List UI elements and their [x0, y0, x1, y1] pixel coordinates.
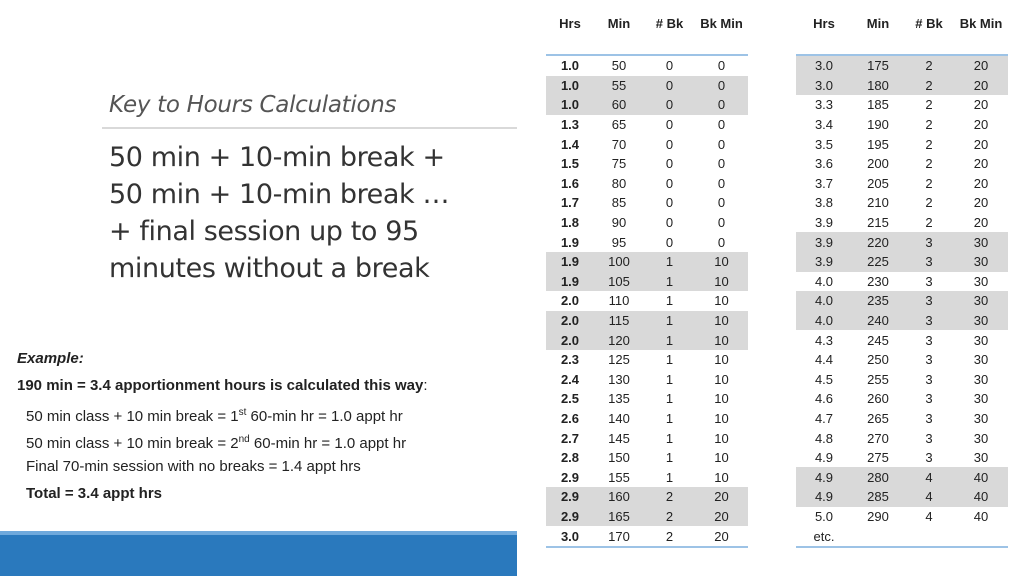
cell-min: 180 [852, 76, 904, 96]
cell-hrs: 4.0 [814, 273, 834, 289]
cell-break-min: 30 [954, 252, 1008, 272]
table-row [796, 115, 1008, 135]
cell-break-min: 10 [695, 311, 748, 331]
table-row [546, 448, 748, 468]
cell-min: 290 [867, 508, 889, 524]
table-row [796, 76, 1008, 96]
cell-num-breaks [904, 526, 954, 547]
cell-min: 260 [867, 391, 889, 407]
cell-num-breaks: 0 [665, 195, 674, 211]
cell-num-breaks: 3 [925, 352, 933, 368]
cell-hrs: 1.9 [560, 234, 580, 250]
example-lead [17, 375, 512, 402]
cell-hrs: 1.7 [560, 195, 580, 211]
cell-min: 265 [867, 410, 889, 426]
table-row [796, 350, 1008, 370]
cell-hrs: 4.4 [814, 352, 834, 368]
cell-min: 195 [867, 136, 889, 152]
table-row [546, 154, 748, 174]
cell-min: 95 [611, 234, 627, 250]
cell-hrs: 1.4 [560, 136, 580, 152]
cell-hrs: 1.6 [560, 175, 580, 191]
explanation-line: 50 min + 10-min break … [109, 179, 450, 210]
cell-min: 125 [608, 352, 630, 368]
cell-break-min: 40 [973, 508, 989, 524]
cell-break-min: 30 [973, 371, 989, 387]
example-step-1 [17, 402, 512, 429]
cell-hrs: 2.9 [546, 507, 594, 527]
explanation-line: 50 min + 10-min break + [109, 142, 445, 173]
cell-num-breaks: 3 [904, 232, 954, 252]
cell-num-breaks: 2 [925, 175, 933, 191]
cell-break-min: 20 [973, 117, 989, 133]
cell-min: 170 [608, 528, 630, 544]
example-step-2-text: 50 min class + 10 min break = 2 [26, 435, 239, 452]
cell-hrs: 1.8 [560, 215, 580, 231]
table-row [546, 193, 748, 213]
cell-break-min [954, 526, 1008, 547]
cell-min: 205 [867, 175, 889, 191]
cell-min: 220 [852, 232, 904, 252]
cell-min: 155 [608, 469, 630, 485]
cell-num-breaks: 3 [925, 371, 933, 387]
table-row [796, 526, 1008, 547]
cell-hrs: 4.3 [814, 332, 834, 348]
table-header-row [796, 14, 1008, 55]
table-row [546, 428, 748, 448]
cell-num-breaks: 1 [665, 469, 674, 485]
table-row [796, 252, 1008, 272]
cell-min: 245 [867, 332, 889, 348]
cell-break-min: 0 [695, 76, 748, 96]
cell-break-min: 30 [954, 232, 1008, 252]
cell-hrs: 3.7 [814, 175, 834, 191]
hours-table-left [546, 14, 748, 548]
cell-min: 100 [594, 252, 644, 272]
table-body-left [546, 55, 748, 547]
title-divider [102, 127, 517, 129]
cell-hrs: 4.9 [796, 467, 852, 487]
cell-break-min: 10 [714, 430, 729, 446]
cell-hrs: 1.0 [546, 95, 594, 115]
cell-num-breaks: 0 [665, 215, 674, 231]
cell-num-breaks: 2 [904, 55, 954, 76]
table-row [796, 291, 1008, 311]
table-row [546, 389, 748, 409]
cell-hrs: 2.0 [546, 311, 594, 331]
table-row [796, 154, 1008, 174]
cell-num-breaks: 2 [925, 215, 933, 231]
cell-hrs: 3.0 [796, 55, 852, 76]
table-row [796, 213, 1008, 233]
cell-min: 80 [611, 175, 627, 191]
table-row [796, 55, 1008, 76]
cell-hrs: 3.0 [796, 76, 852, 96]
cell-hrs: 3.0 [560, 528, 580, 544]
cell-break-min: 0 [717, 195, 726, 211]
cell-break-min: 0 [717, 215, 726, 231]
col-header-min: Min [866, 16, 890, 31]
cell-num-breaks: 2 [925, 117, 933, 133]
cell-hrs: 5.0 [814, 508, 834, 524]
cell-num-breaks: 3 [925, 450, 933, 466]
cell-min: 165 [594, 507, 644, 527]
cell-break-min: 10 [714, 352, 729, 368]
example-step-2-rest: 60-min hr = 1.0 appt hr [249, 435, 407, 452]
cell-break-min: 20 [954, 76, 1008, 96]
cell-min: 110 [608, 293, 630, 309]
cell-num-breaks: 2 [904, 76, 954, 96]
cell-hrs: 1.3 [560, 117, 580, 133]
col-header-hrs: Hrs [813, 16, 835, 31]
cell-num-breaks: 0 [665, 136, 674, 152]
cell-num-breaks: 0 [644, 76, 695, 96]
example-block [17, 350, 512, 510]
cell-num-breaks: 2 [644, 487, 695, 507]
cell-min: 175 [852, 55, 904, 76]
table-row [546, 487, 748, 507]
cell-num-breaks: 4 [904, 487, 954, 507]
cell-hrs: 4.7 [814, 410, 834, 426]
cell-break-min: 20 [714, 528, 729, 544]
cell-hrs: 3.3 [814, 97, 834, 113]
table-row [796, 95, 1008, 115]
cell-num-breaks: 0 [644, 95, 695, 115]
example-step-2-sup: nd [238, 434, 250, 445]
cell-break-min: 20 [695, 507, 748, 527]
table-row [796, 389, 1008, 409]
cell-min: 240 [852, 311, 904, 331]
cell-num-breaks: 4 [904, 467, 954, 487]
cell-hrs: etc. [813, 528, 835, 544]
cell-num-breaks: 1 [644, 311, 695, 331]
cell-break-min: 20 [973, 215, 989, 231]
cell-num-breaks: 3 [925, 430, 933, 446]
table-row [546, 76, 748, 96]
cell-break-min: 0 [695, 95, 748, 115]
cell-min: 225 [852, 252, 904, 272]
example-lead-text: 190 min = 3.4 apportionment hours is calculated this way [17, 377, 424, 394]
cell-min: 185 [867, 97, 889, 113]
cell-num-breaks: 3 [925, 410, 933, 426]
cell-min: 215 [867, 215, 889, 231]
table-row [796, 330, 1008, 350]
table-row [546, 370, 748, 390]
table-header-row [546, 14, 748, 55]
slide-title: Key to Hours Calculations [109, 92, 397, 118]
cell-hrs: 4.8 [814, 430, 834, 446]
cell-hrs: 3.4 [814, 117, 834, 133]
cell-num-breaks: 3 [904, 291, 954, 311]
table-row [796, 428, 1008, 448]
cell-min: 150 [608, 450, 630, 466]
cell-break-min: 10 [714, 410, 729, 426]
cell-num-breaks: 1 [644, 272, 695, 292]
cell-num-breaks: 1 [665, 450, 674, 466]
example-lead-colon: : [423, 377, 428, 394]
cell-num-breaks: 0 [665, 175, 674, 191]
cell-num-breaks: 1 [665, 293, 674, 309]
cell-min: 140 [608, 410, 630, 426]
col-header-break-min: Bk Min [959, 16, 1003, 31]
cell-break-min: 30 [973, 391, 989, 407]
cell-hrs: 2.3 [560, 352, 580, 368]
cell-break-min: 30 [973, 273, 989, 289]
example-step-3: Final 70-min session with no breaks = 1.4 appt hrs [26, 458, 361, 475]
table-row [796, 487, 1008, 507]
cell-hrs: 2.4 [560, 371, 580, 387]
cell-num-breaks: 2 [665, 528, 674, 544]
cell-break-min: 10 [695, 252, 748, 272]
cell-hrs: 2.6 [560, 410, 580, 426]
table-row [546, 174, 748, 194]
cell-min: 55 [594, 76, 644, 96]
col-header-min: Min [607, 16, 631, 31]
cell-hrs: 3.6 [814, 156, 834, 172]
cell-min: 70 [611, 136, 627, 152]
cell-num-breaks: 1 [665, 352, 674, 368]
cell-break-min: 20 [973, 136, 989, 152]
cell-hrs: 3.9 [814, 215, 834, 231]
cell-break-min: 0 [717, 156, 726, 172]
table-row [546, 55, 748, 76]
cell-min: 275 [867, 450, 889, 466]
table-row [796, 272, 1008, 292]
cell-break-min: 20 [973, 97, 989, 113]
table-row [546, 291, 748, 311]
cell-hrs: 2.7 [560, 430, 580, 446]
cell-min: 270 [867, 430, 889, 446]
cell-break-min: 10 [695, 272, 748, 292]
cell-break-min: 20 [973, 156, 989, 172]
cell-min: 50 [611, 58, 627, 74]
cell-num-breaks: 1 [644, 252, 695, 272]
cell-hrs: 1.9 [546, 252, 594, 272]
cell-break-min: 0 [717, 175, 726, 191]
cell-num-breaks: 2 [925, 136, 933, 152]
cell-break-min: 30 [954, 291, 1008, 311]
table-row [546, 95, 748, 115]
example-step-2 [17, 429, 512, 456]
cell-min: 230 [867, 273, 889, 289]
cell-break-min: 20 [695, 487, 748, 507]
cell-num-breaks: 1 [665, 430, 674, 446]
table-row [546, 330, 748, 350]
cell-hrs: 2.5 [560, 391, 580, 407]
cell-num-breaks: 2 [925, 97, 933, 113]
cell-break-min: 30 [954, 311, 1008, 331]
cell-break-min: 10 [695, 330, 748, 350]
cell-num-breaks: 3 [925, 391, 933, 407]
col-header-break-min: Bk Min [700, 16, 743, 31]
cell-min: 255 [867, 371, 889, 387]
cell-break-min: 40 [954, 467, 1008, 487]
col-header-num-breaks: # Bk [915, 16, 943, 31]
table-row [546, 213, 748, 233]
cell-break-min: 10 [714, 391, 729, 407]
cell-min: 130 [608, 371, 630, 387]
cell-break-min: 10 [714, 371, 729, 387]
example-step-1-rest: 60-min hr = 1.0 appt hr [246, 408, 403, 425]
cell-min: 145 [608, 430, 630, 446]
example-total: Total = 3.4 appt hrs [26, 485, 163, 502]
cell-hrs: 3.9 [796, 252, 852, 272]
cell-min: 200 [867, 156, 889, 172]
cell-min: 105 [594, 272, 644, 292]
table-row [546, 467, 748, 487]
cell-min: 285 [852, 487, 904, 507]
cell-break-min: 0 [717, 234, 726, 250]
table-row [546, 507, 748, 527]
cell-break-min: 30 [973, 352, 989, 368]
cell-hrs: 4.5 [814, 371, 834, 387]
cell-min: 280 [852, 467, 904, 487]
cell-hrs: 1.0 [546, 76, 594, 96]
col-header-hrs: Hrs [559, 16, 581, 31]
cell-num-breaks: 0 [665, 117, 674, 133]
table-row [546, 311, 748, 331]
cell-break-min: 30 [973, 332, 989, 348]
cell-hrs: 4.6 [814, 391, 834, 407]
hours-table-right [796, 14, 1008, 548]
explanation-line: minutes without a break [109, 253, 430, 284]
cell-min: 90 [611, 215, 627, 231]
cell-break-min: 0 [717, 117, 726, 133]
cell-min: 160 [594, 487, 644, 507]
example-step-1-text: 50 min class + 10 min break = 1 [26, 408, 239, 425]
cell-hrs: 3.8 [814, 195, 834, 211]
table-row [546, 134, 748, 154]
cell-num-breaks: 2 [925, 156, 933, 172]
table-row [796, 193, 1008, 213]
cell-num-breaks: 0 [665, 58, 674, 74]
cell-hrs: 4.0 [796, 311, 852, 331]
table-row [546, 409, 748, 429]
table-row [546, 526, 748, 547]
cell-min: 60 [594, 95, 644, 115]
cell-hrs: 4.0 [796, 291, 852, 311]
table-row [796, 370, 1008, 390]
table-row [796, 507, 1008, 527]
cell-break-min: 0 [717, 58, 726, 74]
example-heading: Example: [17, 350, 84, 367]
col-header-num-breaks: # Bk [655, 16, 684, 31]
cell-break-min: 40 [954, 487, 1008, 507]
footer-band [0, 531, 517, 576]
cell-num-breaks: 1 [665, 410, 674, 426]
table-row [546, 272, 748, 292]
footer-band-highlight [0, 531, 517, 535]
cell-min: 210 [867, 195, 889, 211]
cell-break-min: 20 [954, 55, 1008, 76]
table-row [546, 252, 748, 272]
table-body-right [796, 55, 1008, 547]
cell-num-breaks: 0 [665, 156, 674, 172]
table-row [546, 232, 748, 252]
table-row [796, 134, 1008, 154]
cell-num-breaks: 1 [644, 330, 695, 350]
cell-num-breaks: 3 [925, 332, 933, 348]
table-row [796, 467, 1008, 487]
cell-num-breaks: 2 [925, 195, 933, 211]
cell-break-min: 10 [714, 293, 729, 309]
cell-break-min: 30 [973, 410, 989, 426]
cell-num-breaks: 0 [665, 234, 674, 250]
cell-hrs: 2.9 [560, 469, 580, 485]
cell-hrs: 1.5 [560, 156, 580, 172]
table-row [796, 174, 1008, 194]
cell-hrs: 1.9 [546, 272, 594, 292]
example-step-1-sup: st [238, 407, 247, 418]
cell-min: 120 [594, 330, 644, 350]
cell-num-breaks: 1 [665, 371, 674, 387]
cell-num-breaks: 3 [904, 311, 954, 331]
cell-min: 75 [611, 156, 627, 172]
cell-hrs: 2.8 [560, 450, 580, 466]
cell-num-breaks: 1 [665, 391, 674, 407]
cell-min: 115 [594, 311, 644, 331]
table-row [796, 409, 1008, 429]
cell-num-breaks: 3 [904, 252, 954, 272]
cell-break-min: 20 [973, 175, 989, 191]
cell-hrs: 2.0 [560, 293, 580, 309]
cell-hrs: 3.9 [796, 232, 852, 252]
cell-min [852, 526, 904, 547]
cell-break-min: 30 [973, 450, 989, 466]
cell-hrs: 3.5 [814, 136, 834, 152]
cell-num-breaks: 3 [925, 273, 933, 289]
cell-min: 235 [852, 291, 904, 311]
explanation-text [109, 139, 509, 287]
explanation-line: + final session up to 95 [109, 216, 419, 247]
cell-num-breaks: 4 [925, 508, 933, 524]
cell-break-min: 20 [973, 195, 989, 211]
table-row [546, 115, 748, 135]
cell-min: 65 [611, 117, 627, 133]
cell-min: 85 [611, 195, 627, 211]
cell-min: 135 [608, 391, 630, 407]
cell-min: 250 [867, 352, 889, 368]
cell-hrs: 2.9 [546, 487, 594, 507]
cell-min: 190 [867, 117, 889, 133]
cell-num-breaks: 2 [644, 507, 695, 527]
table-row [796, 448, 1008, 468]
table-row [546, 350, 748, 370]
cell-break-min: 10 [714, 469, 729, 485]
cell-break-min: 10 [714, 450, 729, 466]
table-row [796, 311, 1008, 331]
table-row [796, 232, 1008, 252]
cell-break-min: 30 [973, 430, 989, 446]
cell-hrs: 1.0 [560, 58, 580, 74]
cell-hrs: 4.9 [814, 450, 834, 466]
cell-hrs: 4.9 [796, 487, 852, 507]
cell-break-min: 0 [717, 136, 726, 152]
cell-hrs: 2.0 [546, 330, 594, 350]
